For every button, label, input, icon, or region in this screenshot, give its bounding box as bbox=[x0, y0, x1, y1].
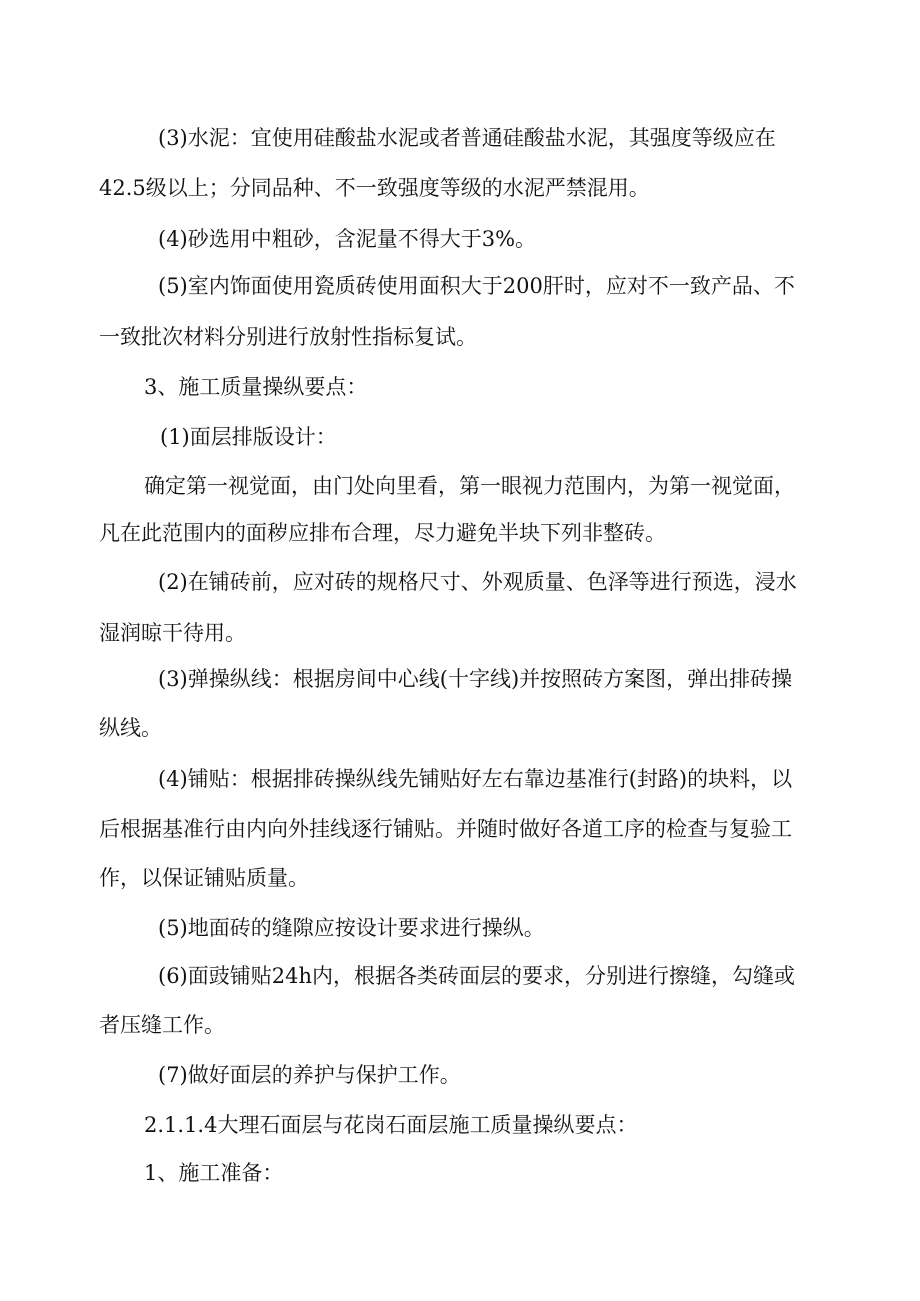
section-heading: 3、施工质量操纵要点： bbox=[144, 375, 368, 399]
text-line: (4)铺贴：根据排砖操纵线先铺贴好左右靠边基准行(封路)的块料，以 bbox=[158, 767, 793, 791]
text-line: (5)室内饰面使用瓷质砖使用面积大于200肝时，应对不一致产品、不 bbox=[158, 274, 795, 298]
text-line: 湿润晾干待用。 bbox=[99, 621, 246, 645]
text-line: 42.5级以上；分同品种、不一致强度等级的水泥严禁混用。 bbox=[99, 176, 650, 200]
section-heading: 2.1.1.4大理石面层与花岗石面层施工质量操纵要点： bbox=[144, 1113, 638, 1137]
text-line: 后根据基准行由内向外挂线逐行铺贴。并随时做好各道工序的检查与复验工 bbox=[99, 817, 792, 841]
text-line: (4)砂选用中粗砂，含泥量不得大于3%。 bbox=[158, 227, 537, 251]
text-line: 一致批次材料分别进行放射性指标复试。 bbox=[99, 325, 477, 349]
text-line: (5)地面砖的缝隙应按设计要求进行操纵。 bbox=[158, 916, 545, 940]
text-line: 纵线。 bbox=[99, 716, 162, 740]
subsection-heading: (1)面层排版设计： bbox=[160, 425, 337, 449]
text-line: (2)在铺砖前，应对砖的规格尺寸、外观质量、色泽等进行预选，浸水 bbox=[158, 570, 797, 594]
section-heading: 1、施工准备： bbox=[144, 1161, 284, 1185]
text-line: 确定第一视觉面，由门处向里看，第一眼视力范围内，为第一视觉面， bbox=[144, 474, 795, 498]
text-line: (3)弹操纵线：根据房间中心线(十字线)并按照砖方案图，弹出排砖操 bbox=[158, 667, 793, 691]
text-line: 作，以保证铺贴质量。 bbox=[99, 866, 309, 890]
text-line: 者压缝工作。 bbox=[99, 1013, 225, 1037]
text-line: (3)水泥：宜使用硅酸盐水泥或者普通硅酸盐水泥，其强度等级应在 bbox=[158, 126, 776, 150]
text-line: 凡在此范围内的面秽应排布合理，尽力避免半块下列非整砖。 bbox=[99, 521, 666, 545]
text-line: (6)面豉铺贴24h内，根据各类砖面层的要求，分别进行擦缝，勾缝或 bbox=[158, 964, 795, 988]
text-line: (7)做好面层的养护与保护工作。 bbox=[158, 1063, 461, 1087]
